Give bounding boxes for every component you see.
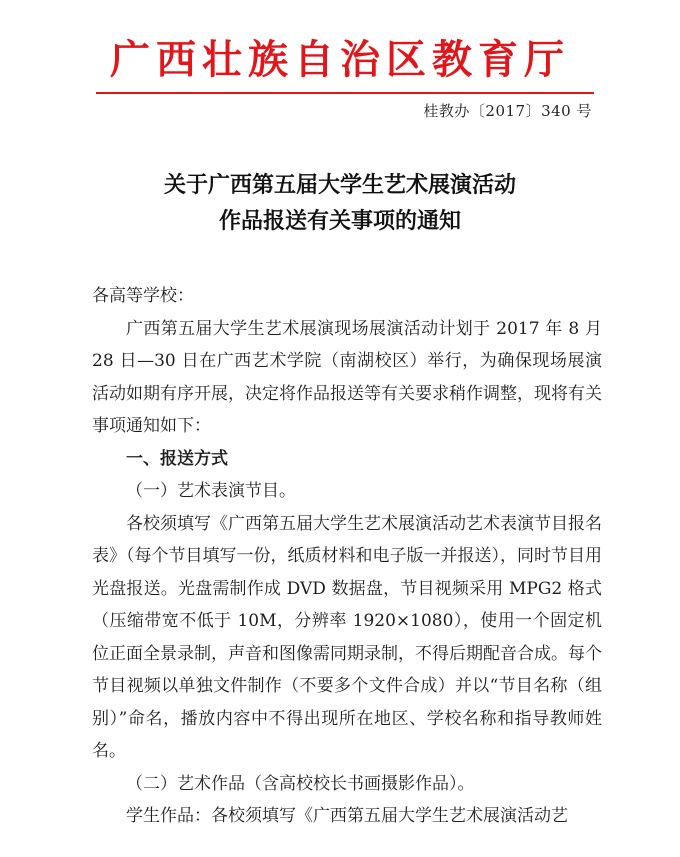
item1-paragraph: 各校须填写《广西第五届大学生艺术展演活动艺术表演节目报名表》（每个节目填写一份，纸质材料和电子版一并报送），同时节目用光盘报送。光盘需制作成 DVD 数据盘，节目视频采用 MPG2 格式（压缩带宽不低于 10M，分辨率 1920×1080），使用一个固定机位正面全景录制，声音和图像需同期录制，不得后期配音合成。每个节目视频以单独文件制作（不要多个文件合成）并以“节目名称（组别）”命名，播放内容中不得出现所在地区、学校名称和指导教师姓名。 [92,513,602,761]
section1-heading: 一、报送方式 [126,448,228,469]
salutation: 各高等学校： [92,286,194,306]
notice-title-line1: 关于广西第五届大学生艺术展演活动 [163,172,516,198]
letterhead-org-name: 广西壮族自治区教育厅 [110,36,570,83]
document-number: 桂教办〔2017〕340 号 [423,102,592,120]
item1-heading: （一）艺术表演节目。 [126,481,296,501]
intro-paragraph: 广西第五届大学生艺术展演现场展演活动计划于 2017 年 8 月 28 日—30 日在广西艺术学院（南湖校区）举行，为确保现场展演活动如期有序开展，决定将作品报送等有关要求稍作调整，现将有关事项通知如下： [92,318,602,436]
letterhead-divider [96,92,594,94]
notice-body [92,280,602,833]
item2-heading: （二）艺术作品（含高校校长书画摄影作品）。 [126,773,475,794]
notice-title-line2: 作品报送有关事项的通知 [218,208,461,234]
item2-paragraph: 学生作品：各校须填写《广西第五届大学生艺术展演活动艺 [126,806,568,826]
